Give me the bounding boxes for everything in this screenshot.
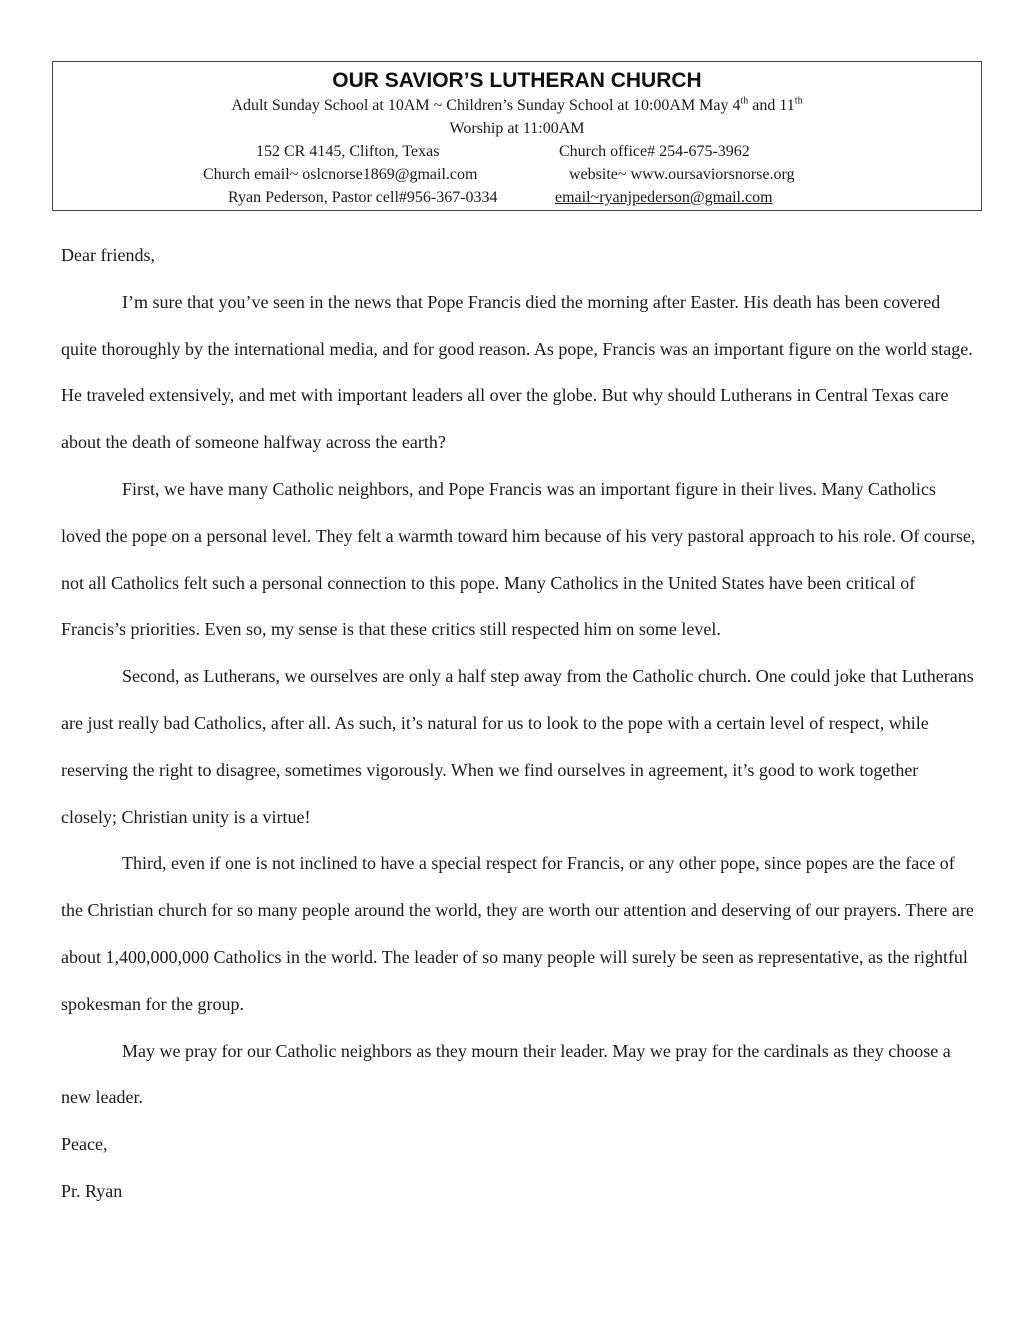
paragraph: First, we have many Catholic neighbors, and Pope Francis was an important figure in their lives. Many Catholics loved the pope on a personal level. They felt a warmth toward him because of his very pastoral approach to his role. Of course, not all Catholics felt such a personal connection to this pope. Many Catholics in the United States have been critical of Francis’s priorities. Even so, my sense is that these critics still respected him on some level. — [61, 478, 976, 640]
ordinal-suffix: th — [740, 95, 749, 107]
letter-body — [61, 232, 976, 1215]
sunday-school-text-2: and 11 — [748, 97, 795, 114]
church-header — [52, 61, 982, 211]
sunday-school-text: Adult Sunday School at 10AM ~ Children’s Sunday School at 10:00AM May 4 — [231, 97, 741, 114]
pastor-email: email~ryanjpederson@gmail.com — [555, 189, 773, 206]
paragraph: I’m sure that you’ve seen in the news that Pope Francis died the morning after Easter. His death has been covered quite thoroughly by the international media, and for good reason. As pope, Francis was an important figure on the world stage. He traveled extensively, and met with important leaders all over the globe. But why should Lutherans in Central Texas care about the death of someone halfway across the earth? — [61, 291, 973, 453]
sunday-school-line — [53, 94, 981, 117]
church-office-phone: Church office# 254-675-3962 — [559, 143, 750, 160]
church-address: 152 CR 4145, Clifton, Texas — [256, 143, 440, 160]
greeting: Dear friends, — [61, 245, 155, 265]
pastor-contact: Ryan Pederson, Pastor cell#956-367-0334 — [228, 189, 498, 206]
church-name: OUR SAVIOR’S LUTHERAN CHURCH — [332, 69, 702, 92]
paragraph: Second, as Lutherans, we ourselves are only a half step away from the Catholic church. One could joke that Lutherans are just really bad Catholics, after all. As such, it’s natural for us to look to the pope with a certain level of respect, while reserving the right to disagree, sometimes vigorously. When we find ourselves in agreement, it’s good to work together closely; Christian unity is a virtue! — [61, 666, 974, 827]
worship-time: Worship at 11:00AM — [449, 120, 585, 137]
address-row — [53, 140, 981, 163]
closing: Peace, — [61, 1134, 108, 1155]
contact-row — [53, 163, 981, 186]
paragraph: May we pray for our Catholic neighbors as they mourn their leader. May we pray for the cardinals as they choose a new leader. — [61, 1040, 951, 1108]
signature: Pr. Ryan — [61, 1180, 123, 1201]
pastor-row — [53, 186, 981, 209]
church-website: website~ www.oursaviorsnorse.org — [569, 166, 795, 183]
church-email: Church email~ oslcnorse1869@gmail.com — [203, 166, 478, 183]
paragraph: Third, even if one is not inclined to have a special respect for Francis, or any other pope, since popes are the face of the Christian church for so many people around the world, they are worth our attention and deserving of our prayers. There are about 1,400,000,000 Catholics in the world. The leader of so many people will surely be seen as representative, as the rightful spokesman for the group. — [61, 853, 974, 1014]
ordinal-suffix-2: th — [794, 95, 803, 107]
